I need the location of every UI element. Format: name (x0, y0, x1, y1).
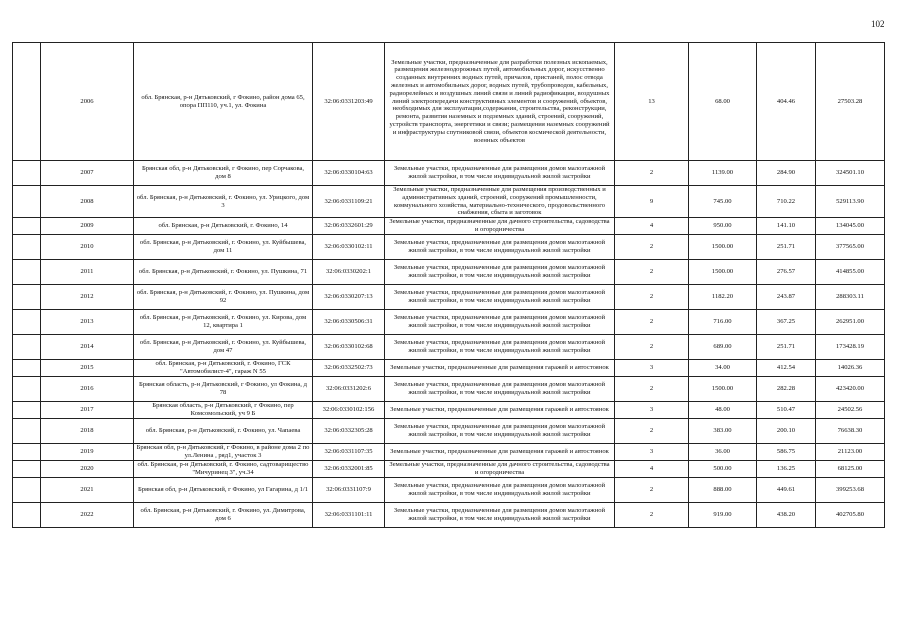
area-cell: 888.00 (689, 478, 757, 503)
row-number: 2014 (41, 335, 134, 360)
table-row (13, 43, 885, 161)
cadastral-value-cell: 529113.90 (816, 186, 885, 218)
address-cell: обл. Брянская, р-н Дятьковский, г. Фокино, ул. Куйбышева, дом 47 (134, 335, 313, 360)
row-number: 2007 (41, 161, 134, 186)
cadastral-number-cell: 32:06:0331107:9 (313, 478, 385, 503)
specific-value-cell: 404.46 (757, 43, 816, 161)
area-cell: 1500.00 (689, 377, 757, 402)
blank-cell (13, 377, 41, 402)
row-number: 2010 (41, 235, 134, 260)
table-row (13, 186, 885, 218)
cadastral-number-cell: 32:06:0332305:28 (313, 419, 385, 444)
specific-value-cell: 141.10 (757, 218, 816, 235)
cadastral-value-cell: 134045.00 (816, 218, 885, 235)
specific-value-cell: 449.61 (757, 478, 816, 503)
group-cell: 4 (615, 218, 689, 235)
group-cell: 2 (615, 285, 689, 310)
table-row (13, 360, 885, 377)
blank-cell (13, 260, 41, 285)
area-cell: 950.00 (689, 218, 757, 235)
land-use-cell: Земельные участки, предназначенные для размещения домов малоэтажной жилой застройки, в том числе индивидуальной жилой застройки (385, 478, 615, 503)
specific-value-cell: 412.54 (757, 360, 816, 377)
table-row (13, 402, 885, 419)
group-cell: 3 (615, 360, 689, 377)
blank-cell (13, 360, 41, 377)
cadastral-number-cell: 32:06:0330207:13 (313, 285, 385, 310)
cadastral-value-cell: 21123.00 (816, 444, 885, 461)
cadastral-number-cell: 32:06:0330102:156 (313, 402, 385, 419)
specific-value-cell: 136.25 (757, 461, 816, 478)
cadastral-number-cell: 32:06:0332001:85 (313, 461, 385, 478)
area-cell: 716.00 (689, 310, 757, 335)
specific-value-cell: 282.28 (757, 377, 816, 402)
blank-cell (13, 235, 41, 260)
cadastral-number-cell: 32:06:0330102:68 (313, 335, 385, 360)
blank-cell (13, 444, 41, 461)
group-cell: 2 (615, 260, 689, 285)
cadastral-number-cell: 32:06:0331202:6 (313, 377, 385, 402)
land-use-cell: Земельные участки, предназначенные для размещения гаражей и автостоянок (385, 360, 615, 377)
area-cell: 1500.00 (689, 235, 757, 260)
area-cell: 68.00 (689, 43, 757, 161)
row-number: 2021 (41, 478, 134, 503)
row-number: 2017 (41, 402, 134, 419)
address-cell: Брянская область, р-н Дятьковский, г Фокино, ул Фокина, д 78 (134, 377, 313, 402)
cadastral-number-cell: 32:06:0330202:1 (313, 260, 385, 285)
area-cell: 36.00 (689, 444, 757, 461)
cadastral-value-cell: 14026.36 (816, 360, 885, 377)
blank-cell (13, 335, 41, 360)
land-use-cell: Земельные участки, предназначенные для размещения гаражей и автостоянок (385, 402, 615, 419)
address-cell: обл. Брянская, р-н Дятьковский, г. Фокино, садтоварищество "Мичуринец 3", уч.34 (134, 461, 313, 478)
table-row (13, 235, 885, 260)
specific-value-cell: 367.25 (757, 310, 816, 335)
cadastral-number-cell: 32:06:0330102:11 (313, 235, 385, 260)
row-number: 2016 (41, 377, 134, 402)
group-cell: 3 (615, 402, 689, 419)
land-use-cell: Земельные участки, предназначенные для размещения домов малоэтажной жилой застройки, в том числе индивидуальной жилой застройки (385, 235, 615, 260)
table-row (13, 218, 885, 235)
table-row (13, 335, 885, 360)
blank-cell (13, 402, 41, 419)
cadastral-value-cell: 288303.11 (816, 285, 885, 310)
area-cell: 1500.00 (689, 260, 757, 285)
cadastral-number-cell: 32:06:0332502:73 (313, 360, 385, 377)
land-use-cell: Земельные участки, предназначенные для размещения домов малоэтажной жилой застройки, в том числе индивидуальной жилой застройки (385, 310, 615, 335)
address-cell: Брянская область, р-н Дятьковский, г Фокино, пер Комсомольский, уч 9 Б (134, 402, 313, 419)
specific-value-cell: 284.90 (757, 161, 816, 186)
land-use-cell: Земельные участки, предназначенные для размещения домов малоэтажной жилой застройки, в том числе индивидуальной жилой застройки (385, 335, 615, 360)
land-use-cell: Земельные участки, предназначенные для размещения домов малоэтажной жилой застройки, в том числе индивидуальной жилой застройки (385, 377, 615, 402)
group-cell: 2 (615, 377, 689, 402)
specific-value-cell: 243.87 (757, 285, 816, 310)
blank-cell (13, 285, 41, 310)
cadastral-number-cell: 32:06:0330104:63 (313, 161, 385, 186)
specific-value-cell: 438.20 (757, 503, 816, 528)
cadastral-value-cell: 173428.19 (816, 335, 885, 360)
table-row (13, 310, 885, 335)
group-cell: 13 (615, 43, 689, 161)
row-number: 2009 (41, 218, 134, 235)
table-row (13, 285, 885, 310)
area-cell: 689.00 (689, 335, 757, 360)
cadastral-value-cell: 27503.28 (816, 43, 885, 161)
blank-cell (13, 218, 41, 235)
address-cell: Брянская обл, р-н Дятьковский, г Фокино, пер Сорчакова, дом 8 (134, 161, 313, 186)
row-number: 2006 (41, 43, 134, 161)
row-number: 2015 (41, 360, 134, 377)
blank-cell (13, 310, 41, 335)
row-number: 2018 (41, 419, 134, 444)
group-cell: 2 (615, 235, 689, 260)
area-cell: 383.00 (689, 419, 757, 444)
land-use-cell: Земельные участки, предназначенные для размещения домов малоэтажной жилой застройки, в том числе индивидуальной жилой застройки (385, 503, 615, 528)
group-cell: 2 (615, 419, 689, 444)
row-number: 2008 (41, 186, 134, 218)
row-number: 2011 (41, 260, 134, 285)
row-number: 2013 (41, 310, 134, 335)
land-use-cell: Земельные участки, предназначенные для размещения домов малоэтажной жилой застройки, в том числе индивидуальной жилой застройки (385, 260, 615, 285)
cadastral-value-cell: 68125.00 (816, 461, 885, 478)
specific-value-cell: 586.75 (757, 444, 816, 461)
specific-value-cell: 510.47 (757, 402, 816, 419)
page-number: 102 (871, 19, 885, 29)
cadastral-number-cell: 32:06:0331107:35 (313, 444, 385, 461)
group-cell: 3 (615, 444, 689, 461)
group-cell: 2 (615, 478, 689, 503)
row-number: 2019 (41, 444, 134, 461)
address-cell: обл. Брянская, р-н Дятьковский, г. Фокино, 14 (134, 218, 313, 235)
blank-cell (13, 461, 41, 478)
row-number: 2012 (41, 285, 134, 310)
group-cell: 2 (615, 503, 689, 528)
blank-cell (13, 186, 41, 218)
area-cell: 1182.20 (689, 285, 757, 310)
specific-value-cell: 251.71 (757, 335, 816, 360)
address-cell: обл. Брянская, р-н Дятьковский, г. Фокино, ул. Димитрова, дом 6 (134, 503, 313, 528)
table-row (13, 419, 885, 444)
land-use-cell: Земельные участки, предназначенные для размещения домов малоэтажной жилой застройки, в том числе индивидуальной жилой застройки (385, 419, 615, 444)
cadastral-value-cell: 377565.00 (816, 235, 885, 260)
cadastral-number-cell: 32:06:0331101:11 (313, 503, 385, 528)
area-cell: 500.00 (689, 461, 757, 478)
address-cell: обл. Брянская, р-н Дятьковский, г. Фокино, ул. Пушкина, 71 (134, 260, 313, 285)
table-row (13, 503, 885, 528)
table-row (13, 377, 885, 402)
address-cell: обл. Брянская, р-н Дятьковский, г. Фокино, ул. Чапаева (134, 419, 313, 444)
cadastral-number-cell: 32:06:0331109:21 (313, 186, 385, 218)
specific-value-cell: 710.22 (757, 186, 816, 218)
cadastral-value-cell: 402705.80 (816, 503, 885, 528)
land-use-cell: Земельные участки, предназначенные для размещения производственных и административных зданий, строений, сооружений промышленности, коммунального хозяйства, материально-технического, продовольственного снабжения, сбыта и заготовок (385, 186, 615, 218)
group-cell: 4 (615, 461, 689, 478)
blank-cell (13, 43, 41, 161)
cadastral-value-cell: 24502.56 (816, 402, 885, 419)
row-number: 2020 (41, 461, 134, 478)
cadastral-value-cell: 324501.10 (816, 161, 885, 186)
blank-cell (13, 503, 41, 528)
address-cell: обл. Брянская, р-н Дятьковский, г Фокино, район дома 65, опора ПП110, уч.1, ул. Фокина (134, 43, 313, 161)
area-cell: 919.00 (689, 503, 757, 528)
group-cell: 2 (615, 161, 689, 186)
area-cell: 1139.00 (689, 161, 757, 186)
specific-value-cell: 276.57 (757, 260, 816, 285)
table-row (13, 444, 885, 461)
blank-cell (13, 161, 41, 186)
address-cell: обл. Брянская, р-н Дятьковский, г. Фокино, ул. Кирова, дом 12, квартира 1 (134, 310, 313, 335)
table-row (13, 161, 885, 186)
table-row (13, 461, 885, 478)
table-row (13, 260, 885, 285)
blank-cell (13, 478, 41, 503)
cadastral-value-cell: 262951.00 (816, 310, 885, 335)
land-use-cell: Земельные участки, предназначенные для дачного строительства, садоводства и огородничества (385, 461, 615, 478)
cadastral-value-cell: 76638.30 (816, 419, 885, 444)
address-cell: обл. Брянская, р-н Дятьковский, г. Фокино, ГСК "Автомобилист-4", гараж N 55 (134, 360, 313, 377)
area-cell: 745.00 (689, 186, 757, 218)
group-cell: 2 (615, 335, 689, 360)
row-number: 2022 (41, 503, 134, 528)
address-cell: Брянская обл, р-н Дятьковский, г Фокино, ул Гагарина, д 1/1 (134, 478, 313, 503)
land-use-cell: Земельные участки, предназначенные для разработки полезных ископаемых, размещения железнодорожных путей, автомобильных дорог, искусственно созданных внутренних водных путей, причалов, пристаней, полос отвода железных и автомобильных дорог, водных путей, трубопроводов, кабельных, радиорелейных и воздушных линий связи и линий радиофикации, воздушных линий электропередачи конструктивных элементов и сооружений, объектов, необходимых для эксплуатации,содержания, строительства, реконструкции, ремонта, развития наземных и подземных зданий, строений, сооружений, устройств транспорта, энергетики и связи; размещения наземных сооружений и инфраструктуры спутниковой связи, объектов космической деятельности, военных объектов (385, 43, 615, 161)
address-cell: Брянская обл, р-н Дятьковский, г Фокино, в районе дома 2 по ул.Ленина , ряд1, участок 3 (134, 444, 313, 461)
area-cell: 34.00 (689, 360, 757, 377)
land-use-cell: Земельные участки, предназначенные для размещения домов малоэтажной жилой застройки, в том числе индивидуальной жилой застройки (385, 285, 615, 310)
cadastral-number-cell: 32:06:0332601:29 (313, 218, 385, 235)
blank-cell (13, 419, 41, 444)
land-use-cell: Земельные участки, предназначенные для размещения домов малоэтажной жилой застройки, в том числе индивидуальной жилой застройки (385, 161, 615, 186)
specific-value-cell: 251.71 (757, 235, 816, 260)
address-cell: обл. Брянская, р-н Дятьковский, г. Фокино, ул. Пушкина, дом 92 (134, 285, 313, 310)
address-cell: обл. Брянская, р-н Дятьковский, г. Фокино, ул. Урицкого, дом 3 (134, 186, 313, 218)
land-use-cell: Земельные участки, предназначенные для дачного строительства, садоводства и огородничества (385, 218, 615, 235)
group-cell: 2 (615, 310, 689, 335)
cadastral-number-cell: 32:06:0330506:31 (313, 310, 385, 335)
cadastral-value-cell: 399253.68 (816, 478, 885, 503)
cadastral-value-cell: 423420.00 (816, 377, 885, 402)
cadastral-number-cell: 32:06:0331203:49 (313, 43, 385, 161)
area-cell: 48.00 (689, 402, 757, 419)
table-row (13, 478, 885, 503)
cadastral-value-cell: 414855.00 (816, 260, 885, 285)
specific-value-cell: 200.10 (757, 419, 816, 444)
address-cell: обл. Брянская, р-н Дятьковский, г. Фокино, ул. Куйбышева, дом 11 (134, 235, 313, 260)
group-cell: 9 (615, 186, 689, 218)
cadastral-value-table (12, 42, 885, 528)
land-use-cell: Земельные участки, предназначенные для размещения гаражей и автостоянок (385, 444, 615, 461)
